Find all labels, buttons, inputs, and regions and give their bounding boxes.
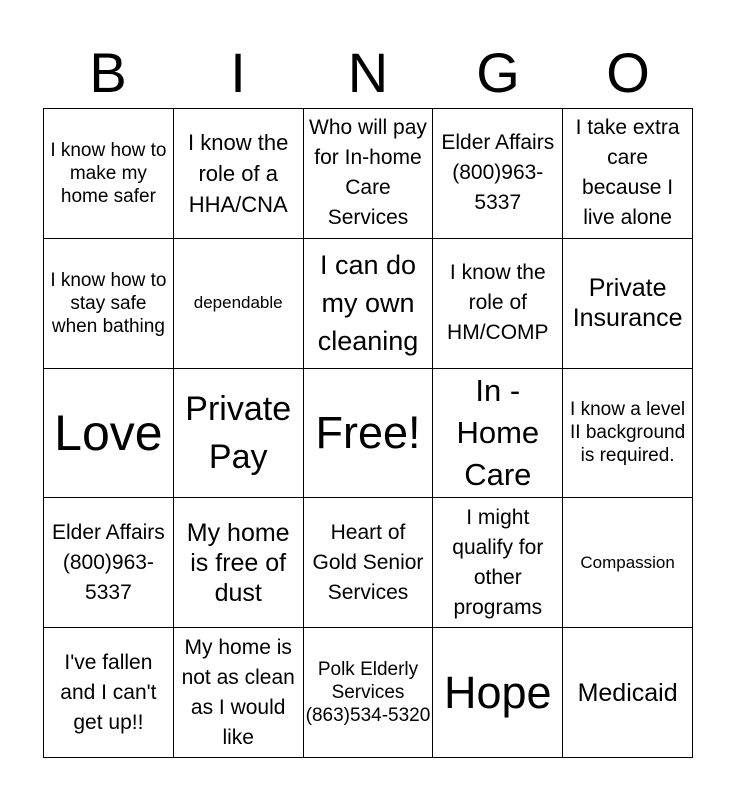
bingo-cell[interactable]: [304, 369, 434, 499]
bingo-cell[interactable]: [304, 109, 434, 239]
cell-text: I take extra care because I live alone: [575, 116, 680, 230]
cell-text: Love: [54, 404, 163, 461]
bingo-cell[interactable]: [174, 498, 304, 628]
bingo-cell[interactable]: [44, 498, 174, 628]
header-letter-g: G: [476, 41, 520, 104]
bingo-cell[interactable]: [433, 239, 563, 369]
cell-text: I know a level II background is required.: [570, 399, 686, 467]
cell-text: Medicaid: [577, 678, 678, 707]
bingo-cell[interactable]: [44, 369, 174, 499]
cell-text: Private Insurance: [572, 274, 683, 333]
cell-text: Heart of Gold Senior Services: [312, 520, 424, 604]
bingo-cell[interactable]: [563, 369, 693, 499]
cell-text: Elder Affairs (800)963-5337: [51, 520, 165, 604]
bingo-header: [43, 40, 693, 106]
bingo-cell[interactable]: [174, 239, 304, 369]
cell-text: dependable: [193, 293, 283, 313]
cell-text: Polk Elderly Services (863)534-5320: [305, 659, 431, 727]
bingo-cell[interactable]: [174, 628, 304, 758]
cell-text: In - Home Care: [456, 372, 540, 492]
bingo-cell[interactable]: [304, 498, 434, 628]
bingo-cell[interactable]: [304, 628, 434, 758]
cell-text: I know the role of HM/COMP: [447, 261, 549, 345]
bingo-cell[interactable]: [563, 239, 693, 369]
bingo-cell[interactable]: [44, 109, 174, 239]
bingo-cell[interactable]: [174, 109, 304, 239]
cell-text: Free!: [315, 406, 421, 458]
bingo-cell[interactable]: [433, 628, 563, 758]
cell-text: I've fallen and I can't get up!!: [60, 650, 157, 734]
cell-text: I know how to stay safe when bathing: [50, 269, 167, 337]
header-letter-o: O: [606, 41, 650, 104]
cell-text: Elder Affairs (800)963-5337: [441, 131, 555, 215]
cell-text: My home is free of dust: [186, 518, 290, 607]
bingo-cell[interactable]: [174, 369, 304, 499]
header-letter-i: I: [230, 41, 246, 104]
cell-text: I can do my own cleaning: [317, 250, 419, 357]
bingo-cell[interactable]: [44, 628, 174, 758]
bingo-cell[interactable]: [433, 498, 563, 628]
cell-text: Who will pay for In-home Care Services: [309, 116, 427, 230]
bingo-cell[interactable]: [563, 498, 693, 628]
bingo-cell[interactable]: [433, 109, 563, 239]
bingo-cell[interactable]: [563, 109, 693, 239]
cell-text: Private Pay: [185, 389, 292, 476]
cell-text: I know the role of a HHA/CNA: [188, 129, 289, 217]
cell-text: I might qualify for other programs: [452, 505, 544, 619]
bingo-cell[interactable]: [304, 239, 434, 369]
cell-text: My home is not as clean as I would like: [181, 635, 295, 749]
bingo-cell[interactable]: [563, 628, 693, 758]
header-letter-b: B: [89, 41, 127, 104]
header-letter-n: N: [347, 41, 389, 104]
cell-text: I know how to make my home safer: [50, 139, 167, 207]
bingo-cell[interactable]: [44, 239, 174, 369]
bingo-board: [43, 108, 693, 758]
cell-text: Hope: [444, 666, 552, 718]
cell-text: Compassion: [580, 552, 675, 572]
bingo-cell[interactable]: [433, 369, 563, 499]
